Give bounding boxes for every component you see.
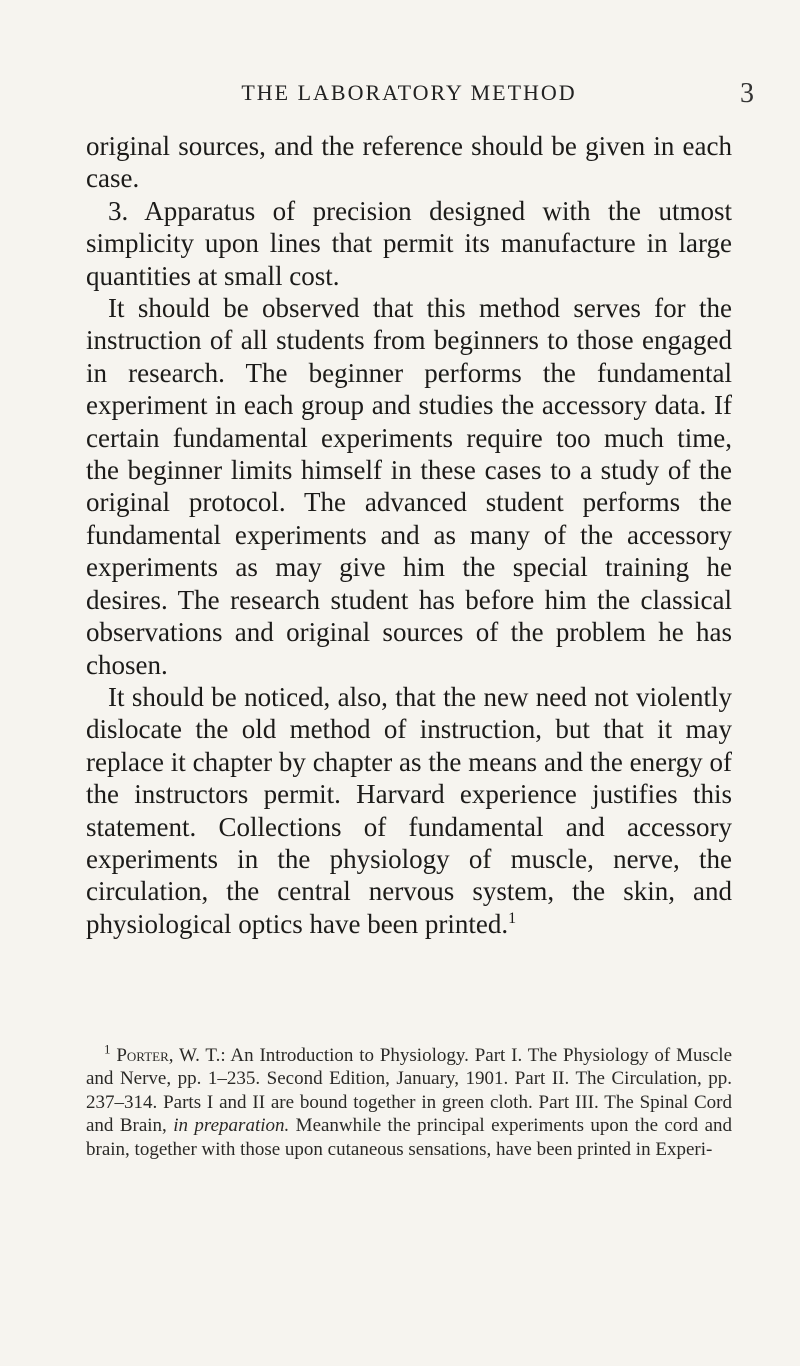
paragraph-method-observation: It should be observed that this method serves for the instruction of all students from beginners to those engaged in research. The beginner performs the fundamental experiment in each group and studies the accessory data. If certain fundamental experiments require too much time, the beginner limits himself in these cases to a study of the original protocol. The advanced student performs the fundamental experiments and as many of the accessory experiments as may give him the special training he desires. The research student has before him the classical observations and original sources of the problem he has chosen.	[86, 293, 732, 680]
footnote-italic: in preparation.	[173, 1115, 290, 1137]
footnote-text-a: : An Introduction to Physiology. Part I. The Physiology of Muscle and Nerve, pp. 1–235. Second Edition, January, 1901. Part II. The Circulation, pp. 237–314. Parts I and II are bound together in green cloth. Part III. The Spinal Cord and Brain,	[86, 1045, 732, 1137]
paragraph-new-method-text: It should be noticed, also, that the new need not violently dislocate the old method of instruction, but that it may replace it chapter by chapter as the means and the energy of the instructors permit. Harvard experience justifies this statement. Collections of fundamental and accessory experiments in the physiology of muscle, nerve, the circulation, the central nervous system, the skin, and physiological optics have been printed.	[86, 681, 732, 939]
paragraph-continuation: original sources, and the reference should be given in each case.	[86, 131, 732, 194]
running-title: THE LABORATORY METHOD	[241, 80, 577, 105]
footnote-text-b: Meanwhile the principal experiments upon the cord and brain, together with those upon cutaneous sensations, have been printed in Experi-	[86, 1115, 733, 1160]
paragraph-item-3: 3. Apparatus of precision designed with the utmost simplicity upon lines that permit its manufacture in large quantities at small cost.	[86, 195, 732, 291]
footnote-author: Porter, W. T.	[116, 1045, 221, 1066]
page-number: 3	[740, 78, 754, 109]
running-head	[86, 78, 754, 116]
footnote-marker: 1	[104, 1041, 111, 1057]
footnote	[86, 1041, 733, 1161]
body-text	[86, 130, 732, 940]
footnote-reference[interactable]: 1	[508, 909, 517, 927]
paragraph-new-method	[86, 681, 732, 940]
